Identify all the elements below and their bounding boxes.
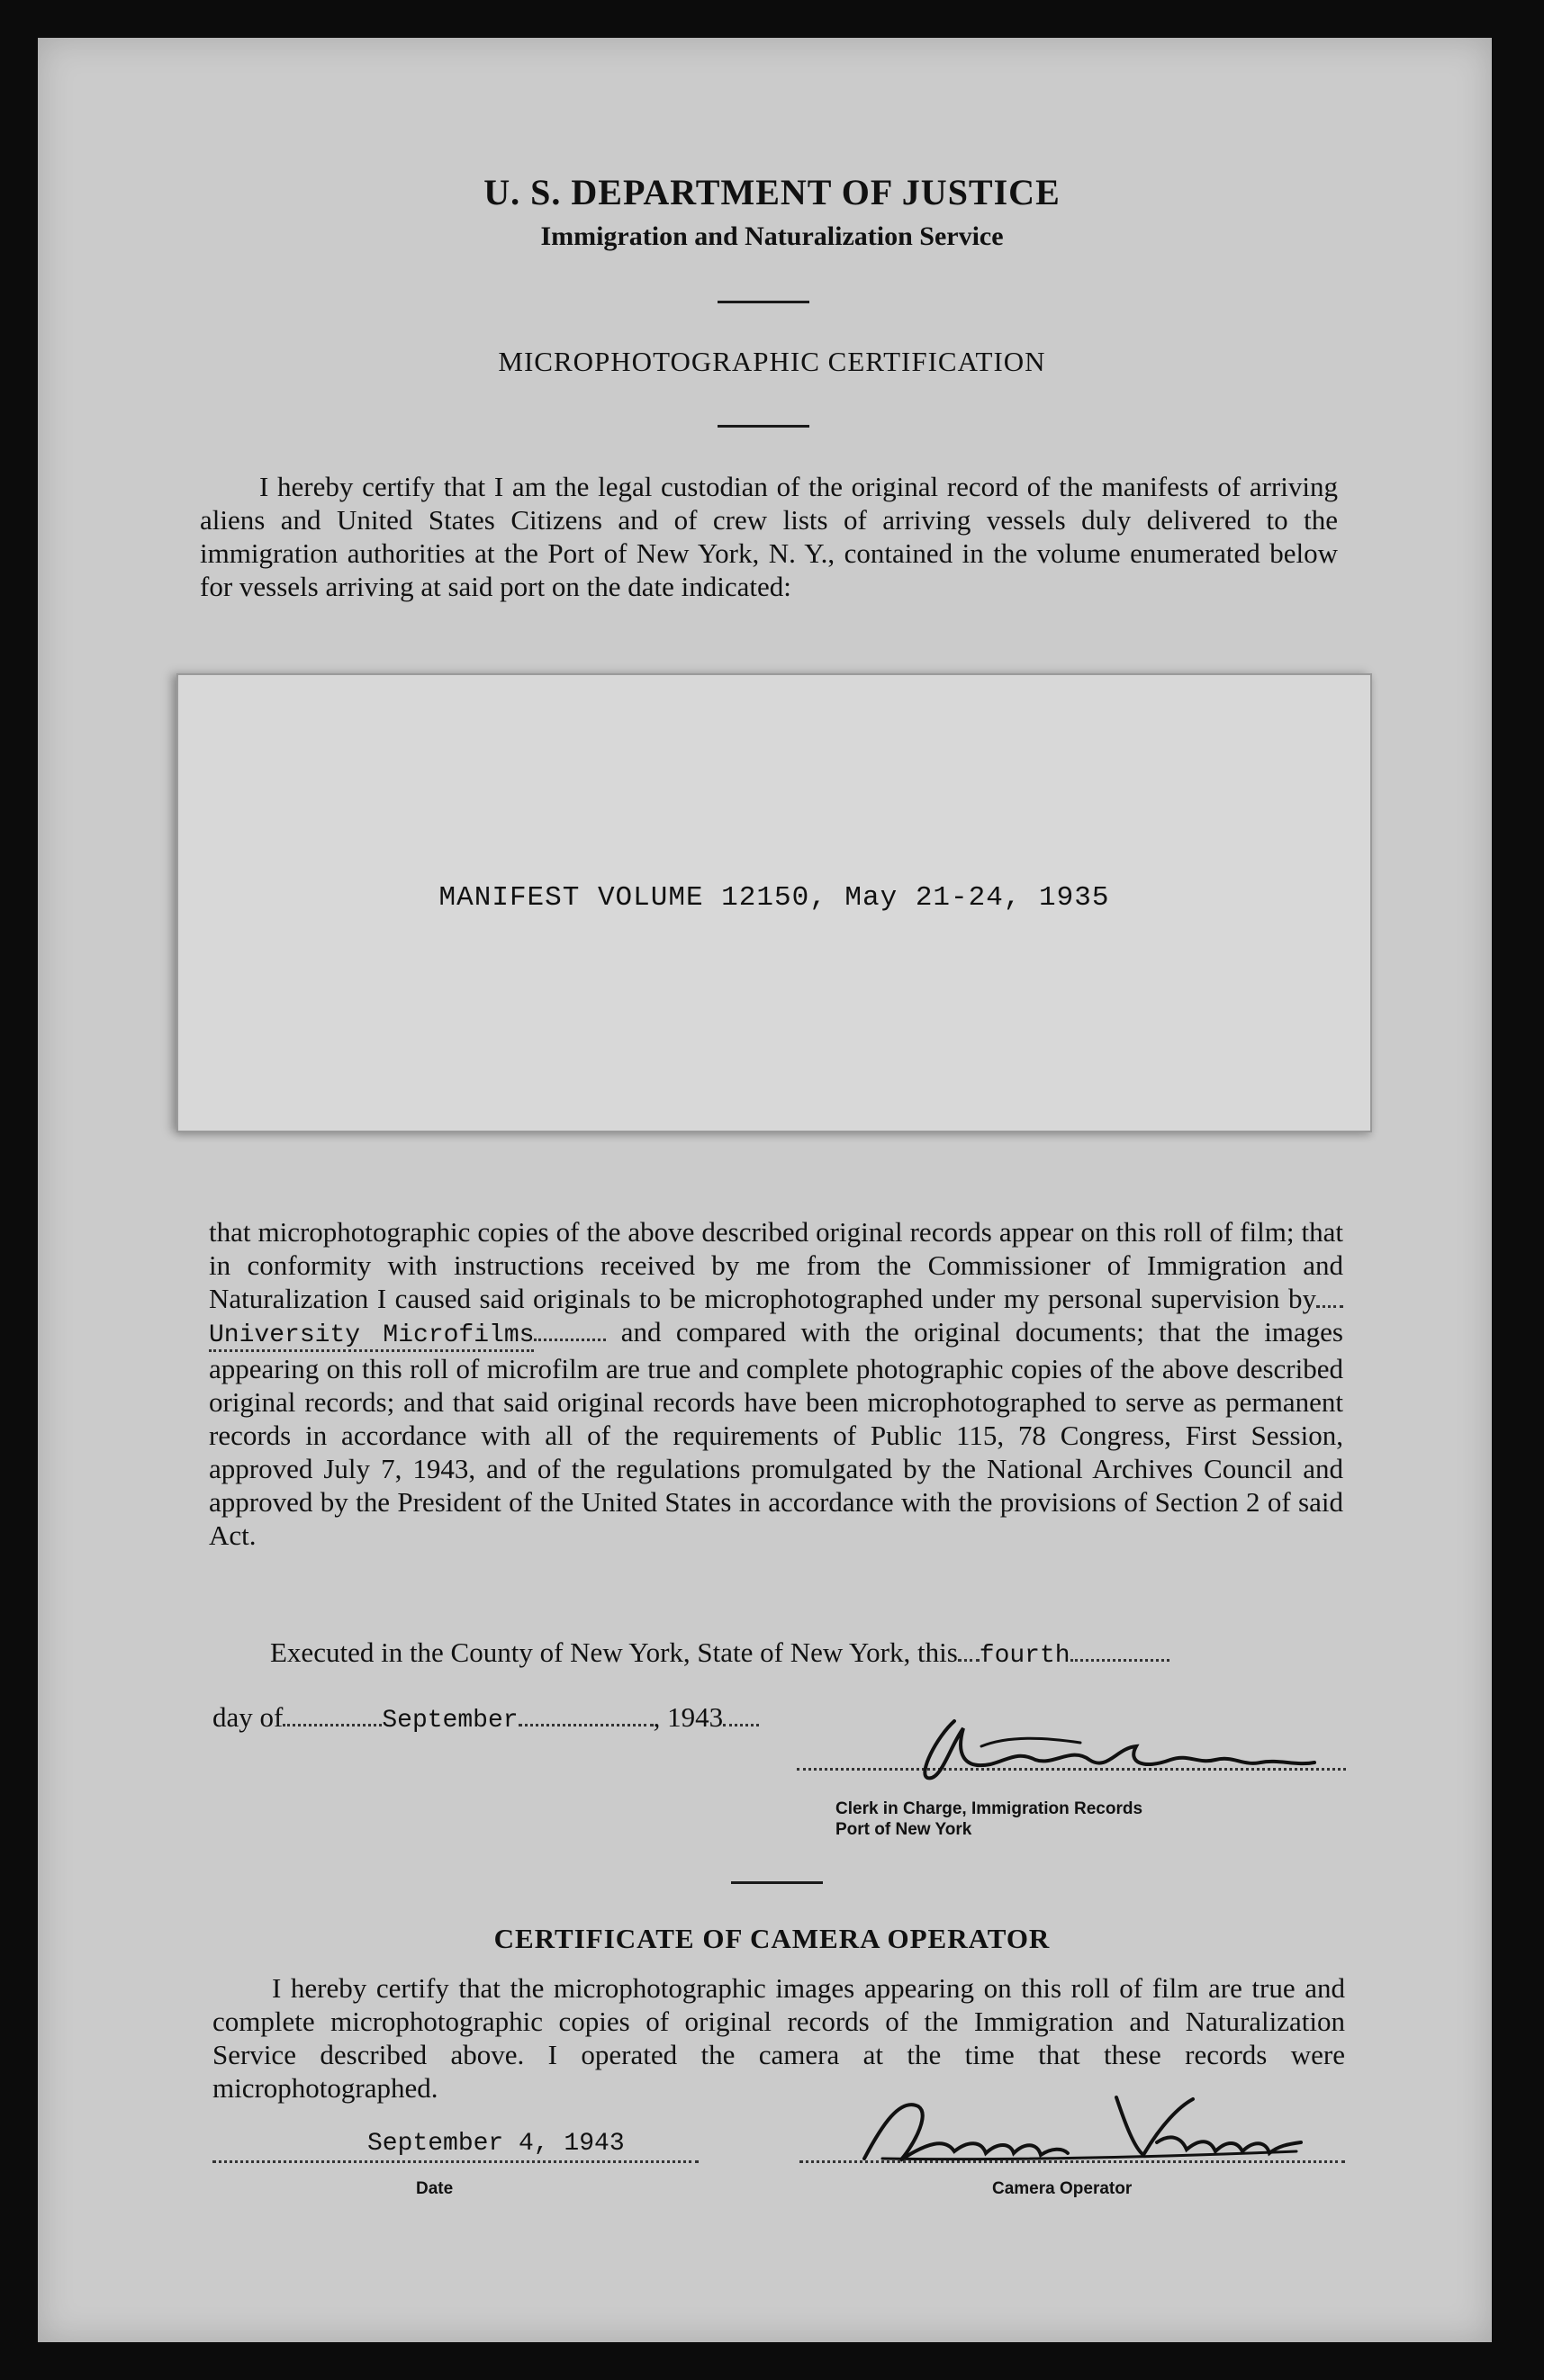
operator-label: Camera Operator [992,2179,1133,2198]
year-trailer [723,1704,759,1726]
day-of-label: day of [212,1701,284,1733]
form-title: MICROPHOTOGRAPHIC CERTIFICATION [498,346,1046,377]
day-leader [958,1639,980,1662]
clerk-title [835,1799,1142,1840]
camera-certificate-text: I hereby certify that the microphotographic images appearing on this roll of film are true and complete microphotographic copies of original records of the Immigration and Naturalization Service described above. I operated the camera at the time that these records were microphotographed. [212,1972,1345,2104]
body-text-2: and compared with the original documents; that the images appearing on this roll of microfilm are true and complete photographic copies of the above described original records; and that said original records have been microphotographed to serve as permanent records in accordance with all of the requirements of Public 115, 78 Congress, First Session, approved July 7, 1943, and of the regulations promulgated by the National Archives Council and approved by the President of the United States in accordance with the provisions of Section 2 of said Act. [209,1316,1343,1551]
executed-month: September [382,1707,519,1735]
supervisor-leader [1316,1285,1343,1308]
clerk-signature [900,1710,1332,1791]
executed-year: , 1943 [653,1701,724,1733]
title-divider-bottom [718,425,809,428]
manifest-volume: MANIFEST VOLUME 12150, May 21-24, 1935 [438,882,1110,914]
department-title: U. S. DEPARTMENT OF JUSTICE [483,172,1061,212]
section-divider [731,1881,823,1884]
date-label: Date [416,2179,454,2198]
date-line [212,2160,699,2163]
volume-box [176,673,1372,1132]
certification-body [209,1215,1343,1552]
supervisor-trailer [534,1319,606,1341]
month-trailer [519,1704,654,1726]
month-leader [283,1704,382,1726]
body-text-1: that microphotographic copies of the above described original records appear on this roll of film; that in conformity with instructions received by me from the Commissioner of Immigration and Naturalization I caused said originals to be microphotographed under my personal supervision by [209,1216,1343,1314]
camera-certificate-body [212,1971,1345,2105]
service-subtitle: Immigration and Naturalization Service [540,221,1004,251]
clerk-title-line-2: Port of New York [835,1820,972,1839]
executed-day: fourth [979,1642,1070,1670]
operator-signature [846,2088,1314,2169]
day-trailer [1070,1639,1169,1662]
certification-intro [200,470,1338,603]
day-of-line [212,1701,759,1735]
supervisor-name: University Microfilms [209,1321,534,1352]
clerk-title-line-1: Clerk in Charge, Immigration Records [835,1799,1143,1818]
camera-date: September 4, 1943 [367,2130,625,2158]
intro-text: I hereby certify that I am the legal custodian of the original record of the manifests of arriving aliens and United States Citizens and of crew lists of arriving vessels duly delivered to the immigration authorities at the Port of New York, N. Y., contained in the volume enumerated below for vessels arriving at said port on the date indicated: [200,471,1338,602]
camera-certificate-heading: CERTIFICATE OF CAMERA OPERATOR [493,1923,1051,1954]
executed-line [270,1636,1169,1670]
title-divider-top [718,301,809,303]
executed-text: Executed in the County of New York, State of New York, this [270,1636,958,1668]
